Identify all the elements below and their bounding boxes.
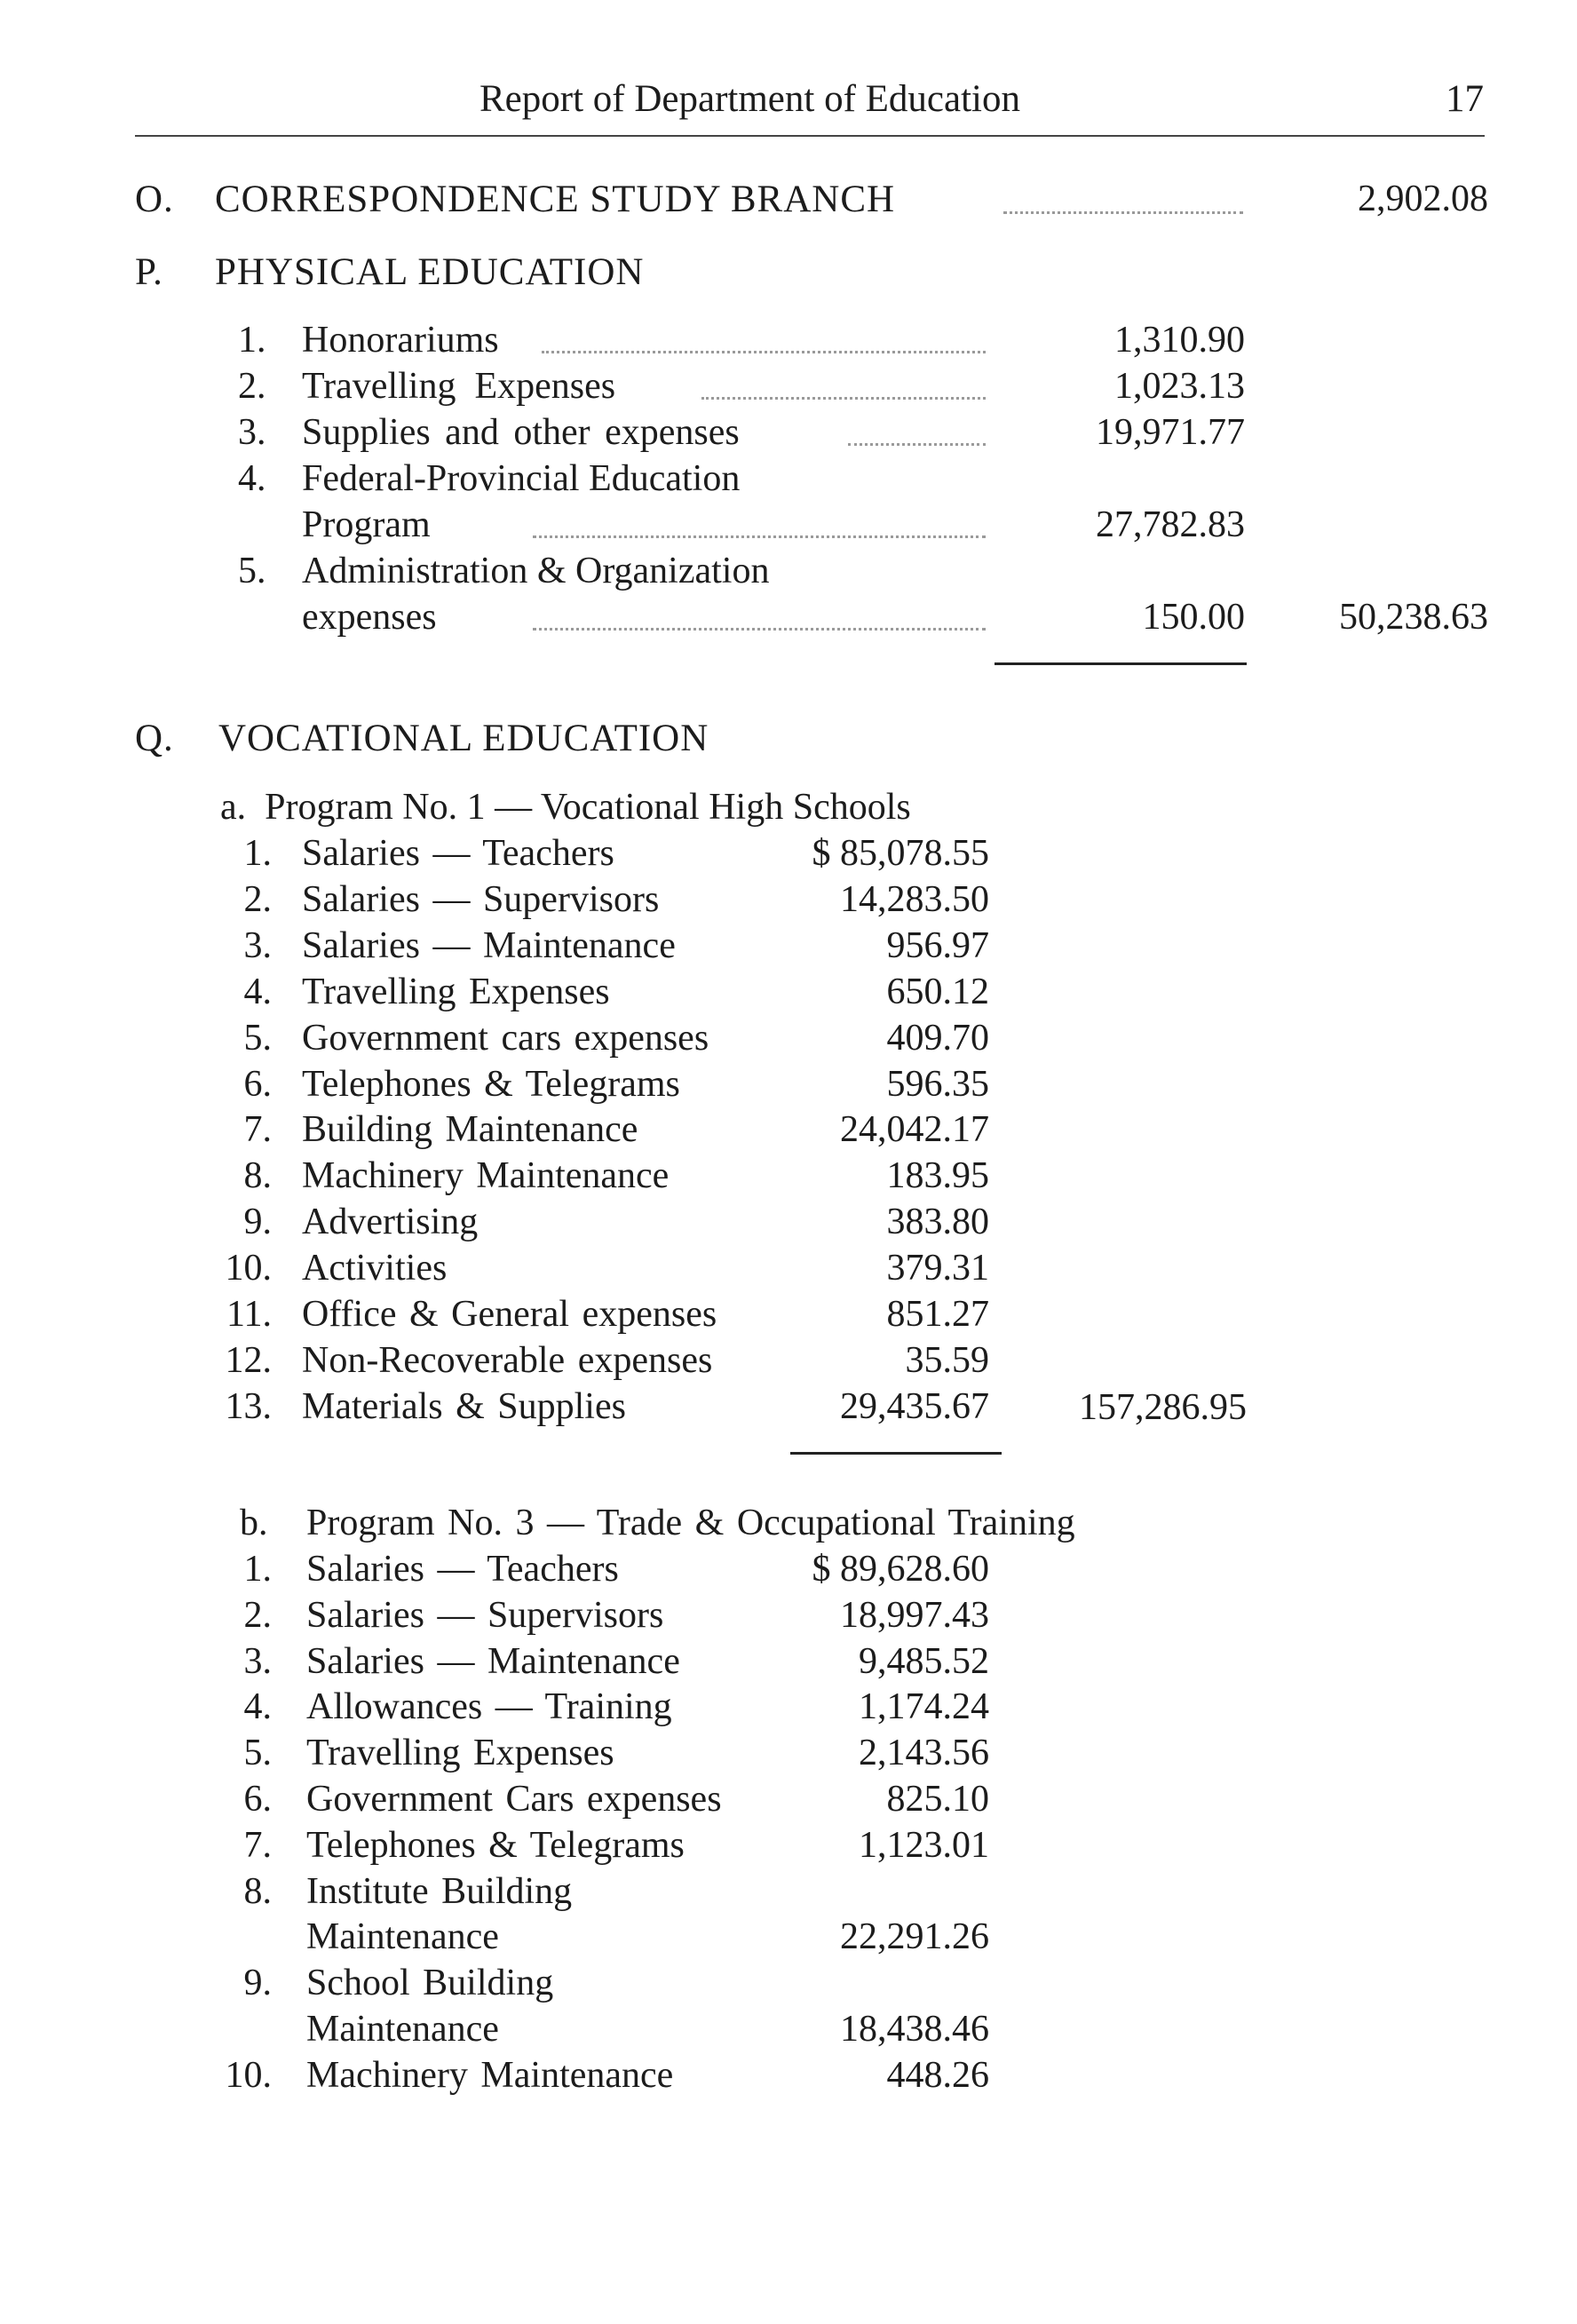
program-b-heading: Program No. 3 — Trade & Occupational Training [306, 1503, 1075, 1543]
subtotal-rule [790, 1452, 1002, 1455]
q-b-item-amount: 448.26 [886, 2055, 989, 2096]
program-b-letter: b. [240, 1503, 268, 1543]
q-b-item-num: 9. [243, 1963, 272, 2003]
section-o-total: 2,902.08 [1358, 178, 1488, 219]
q-a-item-label: Salaries — Supervisors [302, 879, 660, 920]
leader-dots [848, 443, 986, 446]
p-item-amount: 27,782.83 [1096, 504, 1245, 545]
section-p-title: PHYSICAL EDUCATION [215, 251, 645, 293]
q-b-item-label: Government Cars expenses [306, 1779, 722, 1820]
q-a-item-num: 12. [225, 1340, 272, 1381]
q-a-item-label: Government cars expenses [302, 1018, 709, 1059]
q-b-item-amount: 18,438.46 [840, 2009, 989, 2050]
q-a-item-num: 11. [226, 1294, 272, 1335]
q-a-item-label: Travelling Expenses [302, 972, 610, 1012]
q-b-item-label: Institute Building [306, 1871, 573, 1912]
program-a-heading: a. Program No. 1 — Vocational High Schools [220, 787, 911, 828]
program-a-total: 157,286.95 [1079, 1387, 1247, 1428]
q-b-item-amount: 825.10 [886, 1779, 989, 1820]
p-item-label-cont: Program [302, 504, 431, 545]
q-b-item-label: Machinery Maintenance [306, 2055, 674, 2096]
q-b-item-label-cont: Maintenance [306, 1916, 499, 1957]
q-b-item-amount: 1,123.01 [859, 1825, 989, 1866]
p-item-label: Supplies and other expenses [302, 412, 740, 453]
q-a-item-label: Telephones & Telegrams [302, 1064, 680, 1105]
q-a-item-amount: 24,042.17 [840, 1109, 989, 1150]
q-b-item-num: 8. [243, 1871, 272, 1912]
p-item-num: 5. [238, 551, 266, 591]
q-a-item-amount: 29,435.67 [840, 1386, 989, 1427]
q-a-item-amount: 379.31 [886, 1248, 989, 1289]
header-rule [135, 135, 1485, 137]
p-item-num: 3. [238, 412, 266, 453]
leader-dots [701, 397, 986, 400]
q-b-item-num: 3. [243, 1641, 272, 1682]
q-a-item-amount: 851.27 [886, 1294, 989, 1335]
q-a-item-amount: 596.35 [886, 1064, 989, 1105]
q-a-item-label: Salaries — Maintenance [302, 925, 676, 966]
page-header-title: Report of Department of Education [479, 78, 1020, 120]
p-item-num: 2. [238, 366, 266, 407]
q-a-item-num: 3. [243, 925, 272, 966]
q-a-item-num: 2. [243, 879, 272, 920]
p-item-amount: 1,310.90 [1114, 320, 1245, 361]
q-b-item-label-cont: Maintenance [306, 2009, 499, 2050]
q-b-item-num: 5. [243, 1733, 272, 1773]
q-a-item-num: 10. [225, 1248, 272, 1289]
q-b-item-label: Salaries — Maintenance [306, 1641, 680, 1682]
q-a-item-num: 7. [243, 1109, 272, 1150]
q-b-item-amount: 18,997.43 [840, 1595, 989, 1636]
q-b-item-label: Allowances — Training [306, 1686, 672, 1727]
subtotal-rule [995, 662, 1247, 665]
q-a-item-label: Materials & Supplies [302, 1386, 626, 1427]
q-a-item-amount: 650.12 [886, 972, 989, 1012]
p-item-label: Honorariums [302, 320, 499, 361]
p-item-label: Federal-Provincial Education [302, 458, 741, 499]
q-b-item-label: Salaries — Teachers [306, 1549, 619, 1590]
q-a-item-num: 4. [243, 972, 272, 1012]
p-item-amount: 150.00 [1142, 597, 1245, 638]
q-a-item-num: 6. [243, 1064, 272, 1105]
section-q-letter: Q. [135, 718, 174, 759]
q-a-item-label: Advertising [302, 1202, 479, 1242]
section-p-total: 50,238.63 [1339, 597, 1488, 638]
q-a-item-num: 8. [243, 1155, 272, 1196]
section-p-letter: P. [135, 251, 163, 293]
q-a-item-num: 1. [243, 833, 272, 874]
q-b-item-num: 1. [243, 1549, 272, 1590]
q-a-item-amount: $ 85,078.55 [812, 833, 989, 874]
q-a-item-label: Activities [302, 1248, 448, 1289]
q-a-item-amount: 14,283.50 [840, 879, 989, 920]
q-a-item-label: Building Maintenance [302, 1109, 638, 1150]
section-q-title: VOCATIONAL EDUCATION [218, 718, 709, 759]
q-b-item-amount: 2,143.56 [859, 1733, 989, 1773]
q-a-item-label: Non-Recoverable expenses [302, 1340, 713, 1381]
leader-dots [533, 628, 986, 631]
leader-dots [542, 351, 986, 353]
q-a-item-amount: 183.95 [886, 1155, 989, 1196]
q-a-item-label: Salaries — Teachers [302, 833, 614, 874]
q-b-item-num: 4. [243, 1686, 272, 1727]
q-b-item-num: 2. [243, 1595, 272, 1636]
q-a-item-amount: 956.97 [886, 925, 989, 966]
p-item-label: Travelling Expenses [302, 366, 616, 407]
q-b-item-num: 10. [225, 2055, 272, 2096]
q-a-item-amount: 35.59 [905, 1340, 989, 1381]
q-a-item-num: 13. [225, 1386, 272, 1427]
p-item-label: Administration & Organization [302, 551, 770, 591]
q-a-item-num: 5. [243, 1018, 272, 1059]
q-b-item-num: 7. [243, 1825, 272, 1866]
leader-dots [533, 535, 986, 538]
p-item-amount: 19,971.77 [1096, 412, 1245, 453]
q-a-item-label: Office & General expenses [302, 1294, 717, 1335]
section-o-title: CORRESPONDENCE STUDY BRANCH [215, 178, 896, 220]
q-b-item-num: 6. [243, 1779, 272, 1820]
section-o-letter: O. [135, 178, 174, 220]
p-item-num: 4. [238, 458, 266, 499]
p-item-num: 1. [238, 320, 266, 361]
p-item-label-cont: expenses [302, 597, 437, 638]
q-b-item-amount: 1,174.24 [859, 1686, 989, 1727]
q-b-item-label: Travelling Expenses [306, 1733, 614, 1773]
q-a-item-label: Machinery Maintenance [302, 1155, 670, 1196]
leader-dots [1003, 211, 1243, 214]
q-b-item-label: Telephones & Telegrams [306, 1825, 685, 1866]
q-b-item-amount: $ 89,628.60 [812, 1549, 989, 1590]
q-b-item-label: School Building [306, 1963, 554, 2003]
q-a-item-amount: 383.80 [886, 1202, 989, 1242]
q-a-item-amount: 409.70 [886, 1018, 989, 1059]
q-b-item-amount: 22,291.26 [840, 1916, 989, 1957]
p-item-amount: 1,023.13 [1114, 366, 1245, 407]
q-b-item-amount: 9,485.52 [859, 1641, 989, 1682]
q-b-item-label: Salaries — Supervisors [306, 1595, 664, 1636]
page-number: 17 [1446, 78, 1484, 120]
q-a-item-num: 9. [243, 1202, 272, 1242]
